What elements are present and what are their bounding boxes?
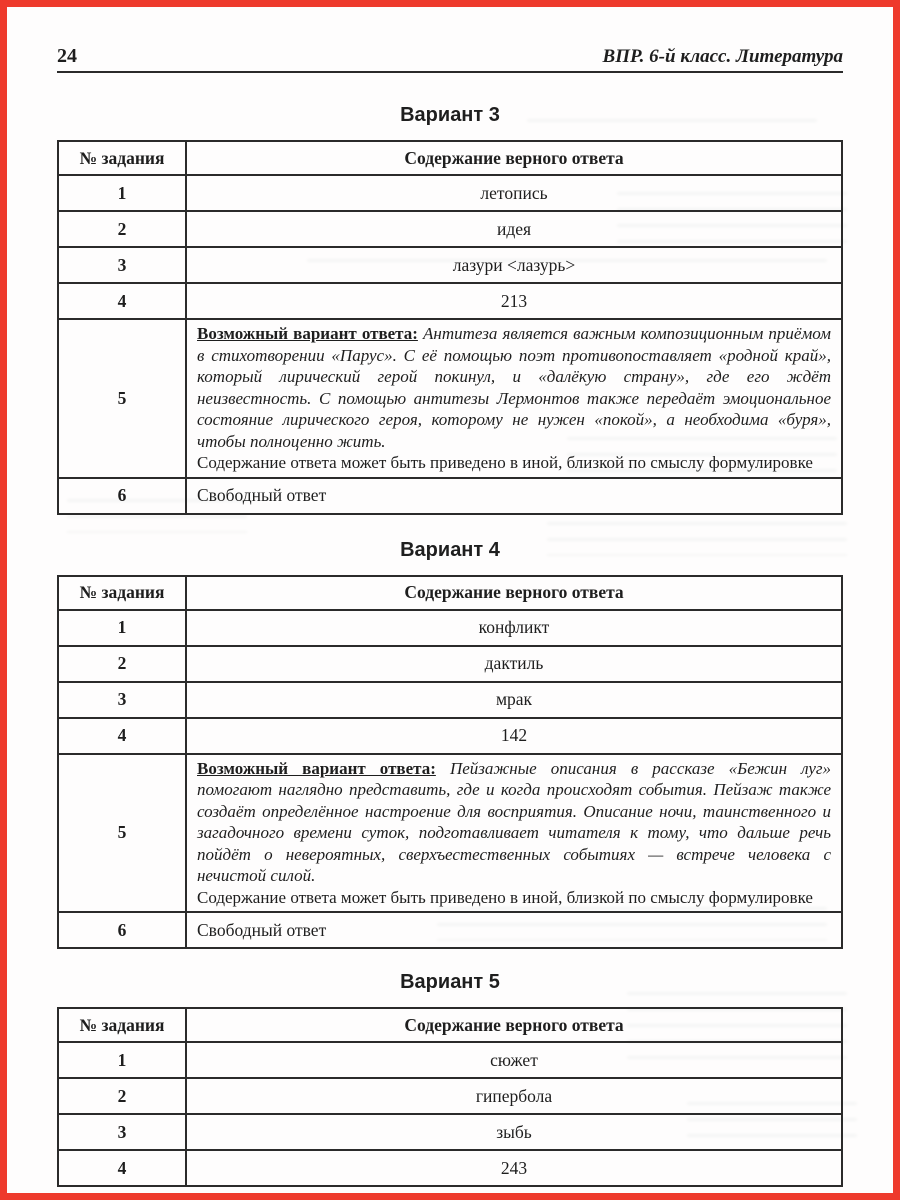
answer-cell: 213 — [186, 283, 842, 319]
table-row — [58, 682, 842, 718]
variant-4-title: Вариант 4 — [400, 538, 500, 561]
task-number-cell: 1 — [58, 1042, 186, 1078]
table-row — [58, 912, 842, 948]
answer-cell: сюжет — [186, 1042, 842, 1078]
table-row — [58, 610, 842, 646]
essay-body-text: Пейзажные описания в рассказе «Бежин луг» помогают наглядно представить, где и когда происходят события. Пейзаж также создаёт определённое настроение для восприятия. Описание ночи, таинственного и загадочного времени суток, подготавливает читателя к тому, что дальше речь пойдёт о невероятных, сверхъестественных событиях — встрече человека с нечистой силой. — [197, 758, 832, 885]
table-row — [58, 1150, 842, 1186]
table-row — [58, 211, 842, 247]
answer-cell: идея — [186, 211, 842, 247]
edition-title: ВПР. 6-й класс. Литература — [602, 46, 843, 67]
answer-note: Содержание ответа может быть приведено в иной, близкой по смыслу формулировке — [197, 887, 813, 907]
header-rule — [57, 71, 843, 73]
column-header-task-number: № задания — [58, 1008, 186, 1042]
table-row — [58, 175, 842, 211]
table-row — [58, 1114, 842, 1150]
task-number-cell: 6 — [58, 912, 186, 948]
task-number-cell: 4 — [58, 1150, 186, 1186]
possible-answer-lead: Возможный вариант ответа: — [197, 758, 436, 778]
task-number-cell: 3 — [58, 247, 186, 283]
task-number-cell: 3 — [58, 1114, 186, 1150]
task-number-cell: 2 — [58, 1078, 186, 1114]
essay-answer-cell — [186, 754, 842, 913]
answer-cell: конфликт — [186, 610, 842, 646]
column-header-correct-answer: Содержание верного ответа — [186, 141, 842, 175]
table-row — [58, 478, 842, 514]
task-number-cell: 1 — [58, 610, 186, 646]
column-header-correct-answer: Содержание верного ответа — [186, 1008, 842, 1042]
answer-cell: 243 — [186, 1150, 842, 1186]
table-row — [58, 1078, 842, 1114]
table-row — [58, 247, 842, 283]
variant-4-answers-table — [57, 575, 843, 950]
answer-cell: лазури <лазурь> — [186, 247, 842, 283]
page-content — [7, 7, 893, 1187]
variant-5-title: Вариант 5 — [400, 971, 500, 993]
answer-cell: дактиль — [186, 646, 842, 682]
table-header-row — [58, 576, 842, 610]
column-header-task-number: № задания — [58, 576, 186, 610]
task-number-cell: 4 — [58, 718, 186, 754]
table-header-row — [58, 141, 842, 175]
essay-body-text: Антитеза является важным композиционным приёмом в стихотворении «Парус». С её помощью поэт противопоставляет «родной край», который лирический герой покинул, и «далёкую страну», где его ждёт неизвестность. С помощью антитезы Лермонтов также передаёт эмоциональное состояние лирического героя, которому не нужен «покой», а необходима «буря», чтобы полноценно жить. — [197, 324, 831, 451]
page-number: 24 — [57, 45, 77, 67]
answer-cell: зыбь — [186, 1114, 842, 1150]
table-row — [58, 1042, 842, 1078]
task-number-cell: 6 — [58, 478, 186, 514]
variant-5-answers-table — [57, 1007, 843, 1187]
task-number-cell: 2 — [58, 646, 186, 682]
task-number-cell: 3 — [58, 682, 186, 718]
column-header-correct-answer: Содержание верного ответа — [186, 576, 842, 610]
variant-3-answers-table — [57, 140, 843, 515]
answer-note: Содержание ответа может быть приведено в иной, близкой по смыслу формулировке — [197, 453, 813, 472]
task-number-cell: 5 — [58, 319, 186, 478]
task-number-cell: 5 — [58, 754, 186, 913]
running-header — [57, 45, 843, 68]
table-row — [58, 718, 842, 754]
table-row — [58, 646, 842, 682]
table-header-row — [58, 1008, 842, 1042]
answer-cell: летопись — [186, 175, 842, 211]
essay-answer-cell — [186, 319, 842, 478]
answer-cell: Свободный ответ — [186, 912, 842, 948]
column-header-task-number: № задания — [58, 141, 186, 175]
task-number-cell: 2 — [58, 211, 186, 247]
task-number-cell: 4 — [58, 283, 186, 319]
answer-cell: Свободный ответ — [186, 478, 842, 514]
table-row-essay — [58, 754, 842, 913]
possible-answer-lead: Возможный вариант ответа: — [197, 324, 418, 343]
table-row — [58, 283, 842, 319]
task-number-cell: 1 — [58, 175, 186, 211]
answer-cell: гипербола — [186, 1078, 842, 1114]
answer-cell: 142 — [186, 718, 842, 754]
table-row-essay — [58, 319, 842, 478]
answer-cell: мрак — [186, 682, 842, 718]
variant-3-title: Вариант 3 — [400, 104, 500, 126]
